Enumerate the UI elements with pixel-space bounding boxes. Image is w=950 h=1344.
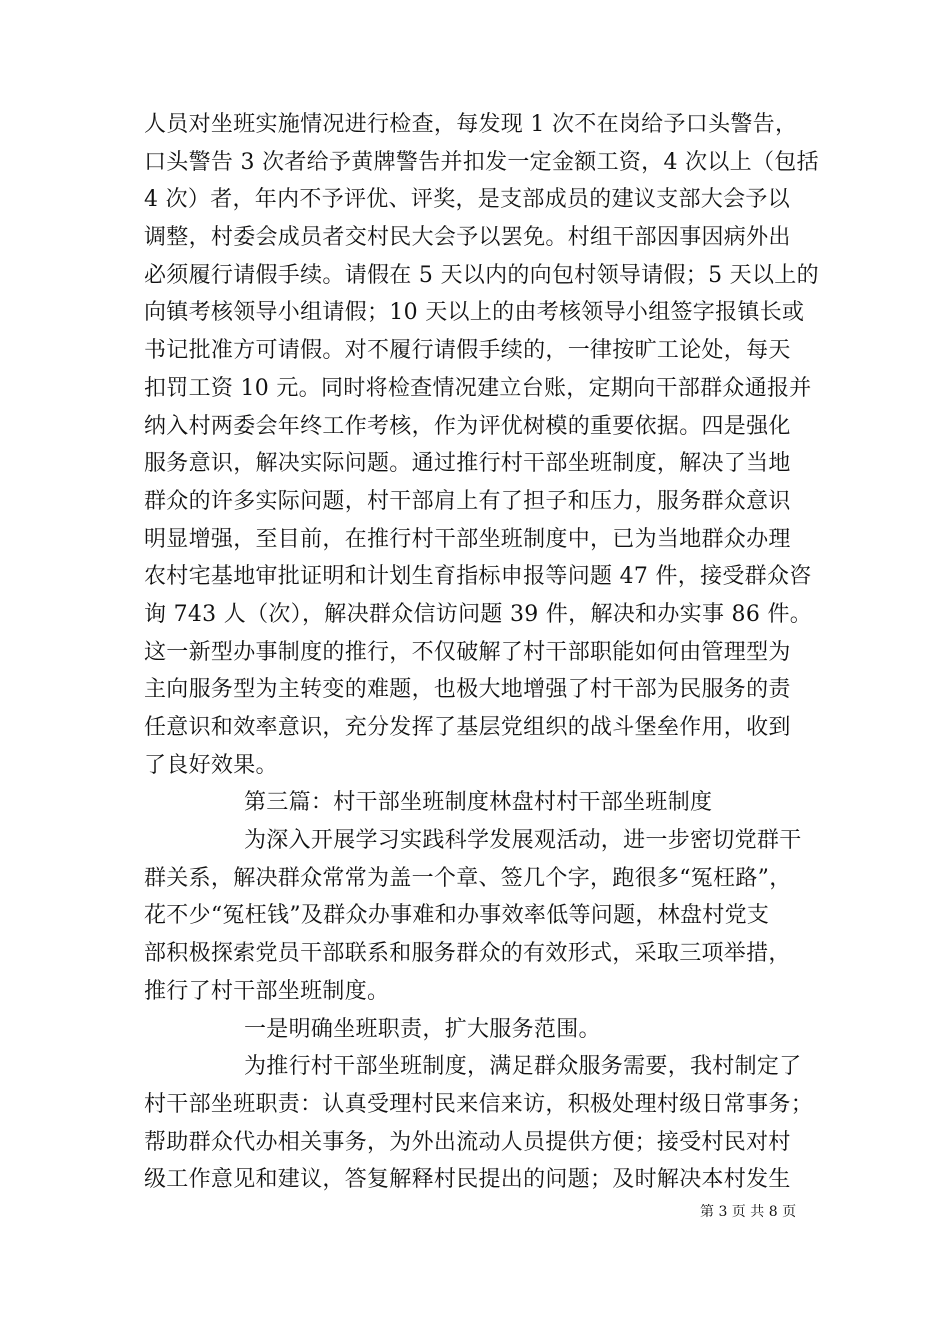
text-line: 农村宅基地审批证明和计划生育指标申报等问题 47 件，接受群众咨 <box>144 564 812 590</box>
text-line: 推行了村干部坐班制度。 <box>144 978 390 1004</box>
text-line: 扣罚工资 10 元。同时将检查情况建立台账，定期向干部群众通报并 <box>144 375 812 401</box>
text-line: 部积极探索党员干部联系和服务群众的有效形式，采取三项举措， <box>144 941 791 967</box>
text-line: 村干部坐班职责：认真受理村民来信来访，积极处理村级日常事务； <box>144 1091 814 1117</box>
text-line: 了良好效果。 <box>144 752 278 778</box>
text-line: 群关系，解决群众常常为盖一个章、签几个字，跑很多“冤枉路”， <box>144 865 792 891</box>
text-line: 书记批准方可请假。对不履行请假手续的，一律按旷工论处，每天 <box>144 338 791 364</box>
text-line: 帮助群众代办相关事务，为外出流动人员提供方便；接受村民对村 <box>144 1129 791 1155</box>
text-line: 级工作意见和建议，答复解释村民提出的问题；及时解决本村发生 <box>144 1167 791 1193</box>
text-line: 调整，村委会成员者交村民大会予以罢免。村组干部因事因病外出 <box>144 225 791 251</box>
subheading: 一是明确坐班职责，扩大服务范围。 <box>244 1016 601 1042</box>
text-line: 4 次）者，年内不予评优、评奖，是支部成员的建议支部大会予以 <box>144 187 790 213</box>
text-line: 人员对坐班实施情况进行检查，每发现 1 次不在岗给予口头警告， <box>144 112 798 137</box>
text-line: 为深入开展学习实践科学发展观活动，进一步密切党群干 <box>244 828 802 854</box>
text-line: 纳入村两委会年终工作考核，作为评优树模的重要依据。四是强化 <box>144 413 791 439</box>
text-line: 服务意识，解决实际问题。通过推行村干部坐班制度，解决了当地 <box>144 451 791 477</box>
text-line: 任意识和效率意识，充分发挥了基层党组织的战斗堡垒作用，收到 <box>144 715 791 740</box>
text-line: 询 743 人（次），解决群众信访问题 39 件，解决和办实事 86 件。 <box>144 601 813 627</box>
text-line: 为推行村干部坐班制度，满足群众服务需要，我村制定了 <box>244 1054 802 1080</box>
text-line: 这一新型办事制度的推行，不仅破解了村干部职能如何由管理型为 <box>144 639 791 665</box>
text-line: 群众的许多实际问题，村干部肩上有了担子和压力，服务群众意识 <box>144 488 791 514</box>
text-line: 花不少“冤枉钱”及群众办事难和办事效率低等问题，林盘村党支 <box>144 903 770 929</box>
page-number: 第 3 页 共 8 页 <box>700 1204 797 1220</box>
text-line: 向镇考核领导小组请假；10 天以上的由考核领导小组签字报镇长或 <box>144 300 805 326</box>
text-line: 口头警告 3 次者给予黄牌警告并扣发一定金额工资，4 次以上（包括 <box>144 149 819 175</box>
text-line: 主向服务型为主转变的难题，也极大地增强了村干部为民服务的责 <box>144 677 791 703</box>
section-heading: 第三篇：村干部坐班制度林盘村村干部坐班制度 <box>244 790 713 816</box>
text-line: 明显增强，至目前，在推行村干部坐班制度中，已为当地群众办理 <box>144 526 791 552</box>
text-line: 必须履行请假手续。请假在 5 天以内的向包村领导请假；5 天以上的 <box>144 262 819 288</box>
document-body <box>144 106 819 1199</box>
